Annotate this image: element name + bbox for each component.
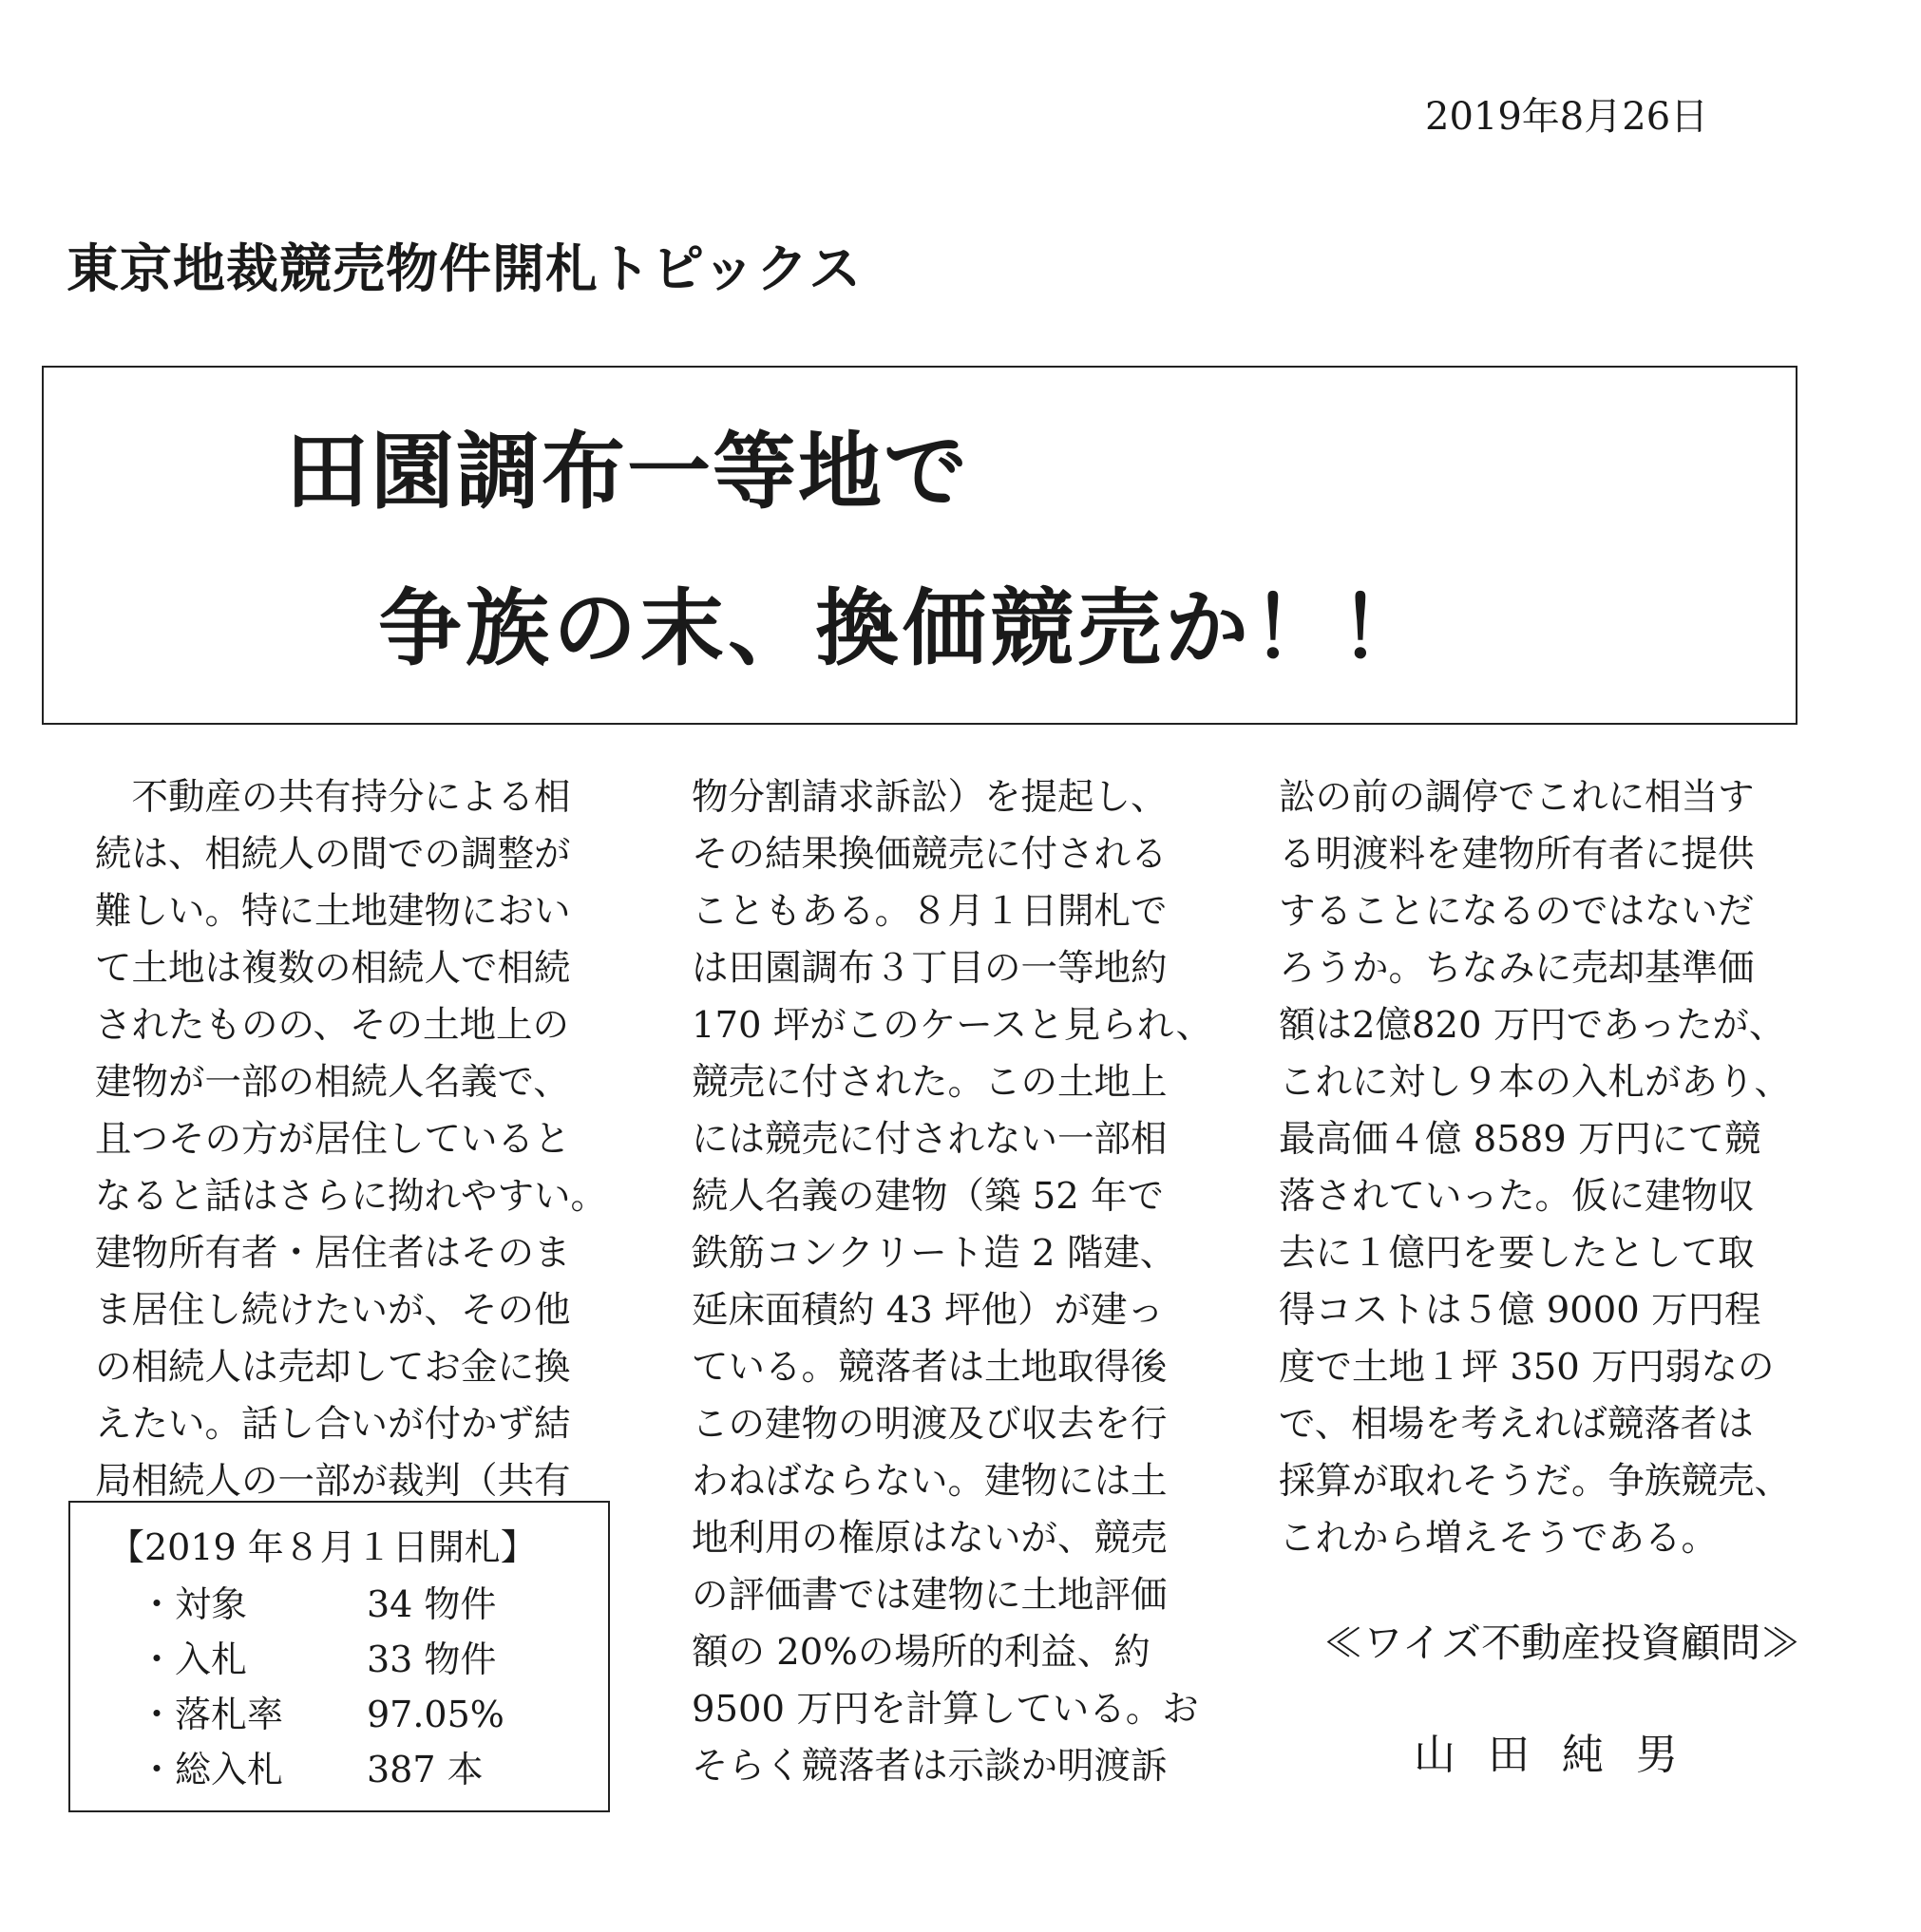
article-line: る明渡料を建物所有者に提供 (1279, 833, 1755, 876)
date: 2019年8月26日 (1425, 95, 1709, 139)
article-line: 続は、相続人の間での調整が (95, 833, 571, 876)
author-organization: ≪ワイズ不動産投資顧問≫ (1322, 1619, 1801, 1666)
article-line: で、相場を考えれば競落者は (1279, 1403, 1754, 1446)
article-line: の相続人は売却してお金に換 (95, 1346, 571, 1389)
article-line: これから増えそうである。 (1279, 1517, 1719, 1560)
article-line: ま居住し続けたいが、その他 (95, 1289, 571, 1332)
series-title: 東京地裁競売物件開札トピックス (67, 238, 863, 299)
article-line: そらく競落者は示談か明渡訴 (692, 1745, 1168, 1788)
stat-value: 97.05% (367, 1694, 504, 1735)
headline-line-1: 田園調布一等地で (285, 423, 970, 521)
article-line: 去に１億円を要したとして取 (1279, 1232, 1755, 1275)
article-line: することになるのではないだ (1279, 890, 1755, 933)
stats-title: 【2019 年８月１日開札】 (108, 1526, 537, 1568)
article-line: 額の 20%の場所的利益、約 (692, 1631, 1151, 1674)
article-line: の評価書では建物に土地評価 (692, 1574, 1168, 1617)
article-line: 且つその方が居住していると (95, 1118, 571, 1161)
article-line: 採算が取れそうだ。争族競売、 (1279, 1460, 1792, 1503)
article-line: 9500 万円を計算している。お (692, 1688, 1199, 1731)
article-line: その結果換価競売に付される (692, 833, 1168, 876)
stat-label: ・入札 (139, 1638, 248, 1680)
article-line: 局相続人の一部が裁判（共有 (95, 1460, 571, 1503)
article-line: これに対し９本の入札があり、 (1279, 1061, 1792, 1104)
article-line: 額は2億820 万円であったが、 (1279, 1004, 1786, 1047)
article-line: 難しい。特に土地建物におい (95, 890, 571, 933)
article-line: この建物の明渡及び収去を行 (692, 1403, 1168, 1446)
article-line: 訟の前の調停でこれに相当す (1279, 776, 1755, 819)
stat-value: 34 物件 (367, 1583, 497, 1625)
article-line: 続人名義の建物（築 52 年で (692, 1175, 1164, 1218)
article-line: されたものの、その土地上の (95, 1004, 569, 1047)
stat-label: ・落札率 (139, 1694, 284, 1735)
stat-value: 387 本 (367, 1749, 484, 1790)
stat-label: ・総入札 (139, 1749, 284, 1790)
headline-line-2: 争族の末、換価競売か！！ (378, 579, 1428, 677)
headline-box (42, 366, 1797, 725)
article-line: ている。競落者は土地取得後 (692, 1346, 1168, 1389)
article-line: 建物が一部の相続人名義で、 (95, 1061, 570, 1104)
article-line: 物分割請求訴訟）を提起し、 (692, 776, 1168, 819)
article-line: 落されていった。仮に建物収 (1279, 1175, 1755, 1218)
article-line: 不動産の共有持分による相 (95, 776, 571, 819)
article-line: は田園調布３丁目の一等地約 (692, 947, 1168, 990)
article-line: 得コストは５億 9000 万円程 (1279, 1289, 1761, 1332)
article-line: 建物所有者・居住者はそのま (95, 1232, 571, 1275)
article-line: ろうか。ちなみに売却基準価 (1279, 947, 1755, 990)
article-line: 最高価４億 8589 万円にて競 (1279, 1118, 1761, 1161)
stat-label: ・対象 (139, 1583, 248, 1625)
article-line: 170 坪がこのケースと見られ、 (692, 1004, 1213, 1047)
article-line: わねばならない。建物には土 (692, 1460, 1168, 1503)
article-line: なると話はさらに拗れやすい。 (95, 1175, 608, 1218)
article-line: には競売に付されない一部相 (692, 1118, 1168, 1161)
author-name: 山田純男 (1414, 1731, 1710, 1779)
article-line: 度で土地１坪 350 万円弱なの (1279, 1346, 1775, 1389)
stat-value: 33 物件 (367, 1638, 497, 1680)
article-line: 地利用の権原はないが、競売 (692, 1517, 1168, 1560)
auction-stats-box (68, 1501, 610, 1812)
article-line: こともある。８月１日開札で (692, 890, 1168, 933)
article-line: 延床面積約 43 坪他）が建っ (692, 1289, 1164, 1332)
article-line: て土地は複数の相続人で相続 (95, 947, 571, 990)
article-line: 鉄筋コンクリート造 2 階建、 (692, 1232, 1177, 1275)
article-line: 競売に付された。この土地上 (692, 1061, 1168, 1104)
article-line: えたい。話し合いが付かず結 (95, 1403, 571, 1446)
